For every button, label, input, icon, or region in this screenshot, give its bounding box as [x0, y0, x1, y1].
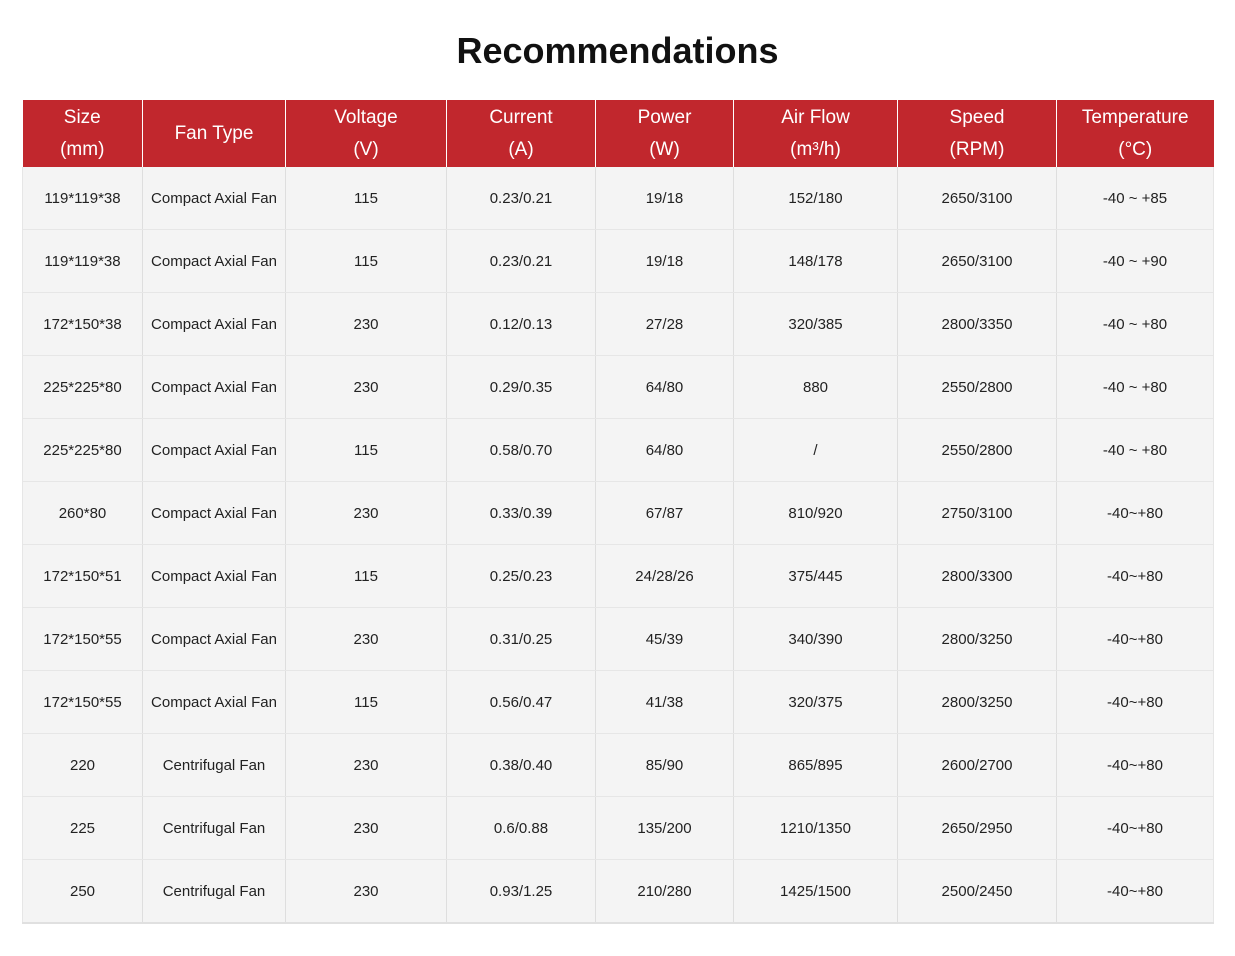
cell-size: 172*150*55 [23, 671, 143, 734]
column-header-unit: (m³/h) [790, 138, 841, 160]
column-header-temperature [1057, 100, 1214, 167]
cell-voltage: 230 [286, 356, 447, 419]
cell-power: 19/18 [596, 230, 734, 293]
cell-current: 0.6/0.88 [447, 797, 596, 860]
column-header-label: Voltage [334, 106, 398, 128]
cell-air-flow: 340/390 [734, 608, 898, 671]
cell-voltage: 115 [286, 419, 447, 482]
cell-voltage: 115 [286, 545, 447, 608]
column-header-label: Power [637, 106, 692, 128]
cell-size: 172*150*38 [23, 293, 143, 356]
cell-size: 220 [23, 734, 143, 797]
cell-air-flow: 880 [734, 356, 898, 419]
cell-air-flow: 320/385 [734, 293, 898, 356]
column-header-unit: (V) [353, 138, 379, 160]
cell-fan-type: Compact Axial Fan [143, 671, 286, 734]
cell-fan-type: Compact Axial Fan [143, 545, 286, 608]
header-row [23, 100, 1214, 167]
table-header [23, 100, 1214, 167]
cell-current: 0.12/0.13 [447, 293, 596, 356]
cell-power: 19/18 [596, 167, 734, 230]
cell-power: 135/200 [596, 797, 734, 860]
cell-current: 0.38/0.40 [447, 734, 596, 797]
cell-temperature: -40 ~ +80 [1057, 356, 1214, 419]
cell-voltage: 230 [286, 797, 447, 860]
cell-power: 24/28/26 [596, 545, 734, 608]
cell-temperature: -40 ~ +80 [1057, 419, 1214, 482]
cell-air-flow: 810/920 [734, 482, 898, 545]
cell-air-flow: 1210/1350 [734, 797, 898, 860]
column-header-unit: (W) [649, 138, 680, 160]
cell-size: 119*119*38 [23, 230, 143, 293]
cell-size: 119*119*38 [23, 167, 143, 230]
cell-temperature: -40~+80 [1057, 608, 1214, 671]
cell-voltage: 115 [286, 167, 447, 230]
cell-speed: 2800/3250 [898, 671, 1057, 734]
column-header-power [596, 100, 734, 167]
cell-current: 0.23/0.21 [447, 230, 596, 293]
table-row [23, 356, 1214, 419]
cell-fan-type: Compact Axial Fan [143, 608, 286, 671]
cell-fan-type: Compact Axial Fan [143, 293, 286, 356]
table-row [23, 482, 1214, 545]
cell-fan-type: Centrifugal Fan [143, 797, 286, 860]
column-header-speed [898, 100, 1057, 167]
column-header-unit: (°C) [1118, 138, 1153, 160]
cell-air-flow: 320/375 [734, 671, 898, 734]
cell-temperature: -40 ~ +85 [1057, 167, 1214, 230]
table-row [23, 167, 1214, 230]
cell-speed: 2500/2450 [898, 860, 1057, 924]
column-header-fan-type [143, 100, 286, 167]
cell-voltage: 115 [286, 230, 447, 293]
cell-temperature: -40~+80 [1057, 734, 1214, 797]
cell-speed: 2550/2800 [898, 356, 1057, 419]
cell-temperature: -40~+80 [1057, 860, 1214, 924]
cell-power: 27/28 [596, 293, 734, 356]
table-body [23, 167, 1214, 923]
column-header-air-flow [734, 100, 898, 167]
column-header-label: Fan Type [174, 122, 254, 144]
cell-voltage: 230 [286, 734, 447, 797]
cell-temperature: -40~+80 [1057, 671, 1214, 734]
table-row [23, 545, 1214, 608]
column-header-label: Speed [949, 106, 1005, 128]
table-row [23, 608, 1214, 671]
cell-fan-type: Compact Axial Fan [143, 167, 286, 230]
cell-speed: 2650/2950 [898, 797, 1057, 860]
table-row [23, 671, 1214, 734]
cell-current: 0.25/0.23 [447, 545, 596, 608]
cell-temperature: -40~+80 [1057, 482, 1214, 545]
column-header-label: Current [489, 106, 553, 128]
cell-voltage: 230 [286, 293, 447, 356]
cell-current: 0.56/0.47 [447, 671, 596, 734]
cell-current: 0.33/0.39 [447, 482, 596, 545]
cell-speed: 2550/2800 [898, 419, 1057, 482]
cell-power: 67/87 [596, 482, 734, 545]
cell-temperature: -40~+80 [1057, 545, 1214, 608]
column-header-label: Temperature [1081, 106, 1189, 128]
cell-size: 225 [23, 797, 143, 860]
cell-size: 260*80 [23, 482, 143, 545]
table-row [23, 230, 1214, 293]
cell-air-flow: 148/178 [734, 230, 898, 293]
column-header-current [447, 100, 596, 167]
cell-speed: 2650/3100 [898, 167, 1057, 230]
cell-power: 64/80 [596, 419, 734, 482]
column-header-unit: (RPM) [949, 138, 1005, 160]
table-row [23, 293, 1214, 356]
cell-voltage: 230 [286, 860, 447, 924]
table-row [23, 860, 1214, 924]
cell-voltage: 115 [286, 671, 447, 734]
column-header-label: Air Flow [781, 106, 850, 128]
cell-air-flow: 375/445 [734, 545, 898, 608]
cell-size: 172*150*55 [23, 608, 143, 671]
cell-size: 225*225*80 [23, 356, 143, 419]
column-header-unit: (mm) [60, 138, 105, 160]
cell-speed: 2800/3300 [898, 545, 1057, 608]
cell-size: 250 [23, 860, 143, 924]
cell-power: 41/38 [596, 671, 734, 734]
cell-fan-type: Centrifugal Fan [143, 734, 286, 797]
cell-size: 225*225*80 [23, 419, 143, 482]
cell-current: 0.23/0.21 [447, 167, 596, 230]
cell-speed: 2750/3100 [898, 482, 1057, 545]
column-header-unit: (A) [508, 138, 534, 160]
table-row [23, 734, 1214, 797]
cell-fan-type: Centrifugal Fan [143, 860, 286, 924]
cell-current: 0.29/0.35 [447, 356, 596, 419]
cell-speed: 2650/3100 [898, 230, 1057, 293]
cell-voltage: 230 [286, 482, 447, 545]
column-header-voltage [286, 100, 447, 167]
cell-air-flow: / [734, 419, 898, 482]
page-title: Recommendations [456, 30, 779, 71]
cell-voltage: 230 [286, 608, 447, 671]
cell-air-flow: 152/180 [734, 167, 898, 230]
cell-temperature: -40 ~ +90 [1057, 230, 1214, 293]
cell-fan-type: Compact Axial Fan [143, 419, 286, 482]
cell-current: 0.31/0.25 [447, 608, 596, 671]
column-header-label: Size [63, 106, 101, 128]
cell-power: 85/90 [596, 734, 734, 797]
cell-size: 172*150*51 [23, 545, 143, 608]
cell-current: 0.58/0.70 [447, 419, 596, 482]
table-row [23, 419, 1214, 482]
recommendations-table [22, 100, 1214, 924]
cell-speed: 2800/3350 [898, 293, 1057, 356]
cell-speed: 2800/3250 [898, 608, 1057, 671]
cell-current: 0.93/1.25 [447, 860, 596, 924]
cell-fan-type: Compact Axial Fan [143, 356, 286, 419]
column-header-size [23, 100, 143, 167]
cell-air-flow: 1425/1500 [734, 860, 898, 924]
cell-temperature: -40~+80 [1057, 797, 1214, 860]
cell-fan-type: Compact Axial Fan [143, 482, 286, 545]
table-row [23, 797, 1214, 860]
cell-speed: 2600/2700 [898, 734, 1057, 797]
cell-power: 210/280 [596, 860, 734, 924]
cell-fan-type: Compact Axial Fan [143, 230, 286, 293]
cell-power: 45/39 [596, 608, 734, 671]
cell-power: 64/80 [596, 356, 734, 419]
cell-air-flow: 865/895 [734, 734, 898, 797]
cell-temperature: -40 ~ +80 [1057, 293, 1214, 356]
